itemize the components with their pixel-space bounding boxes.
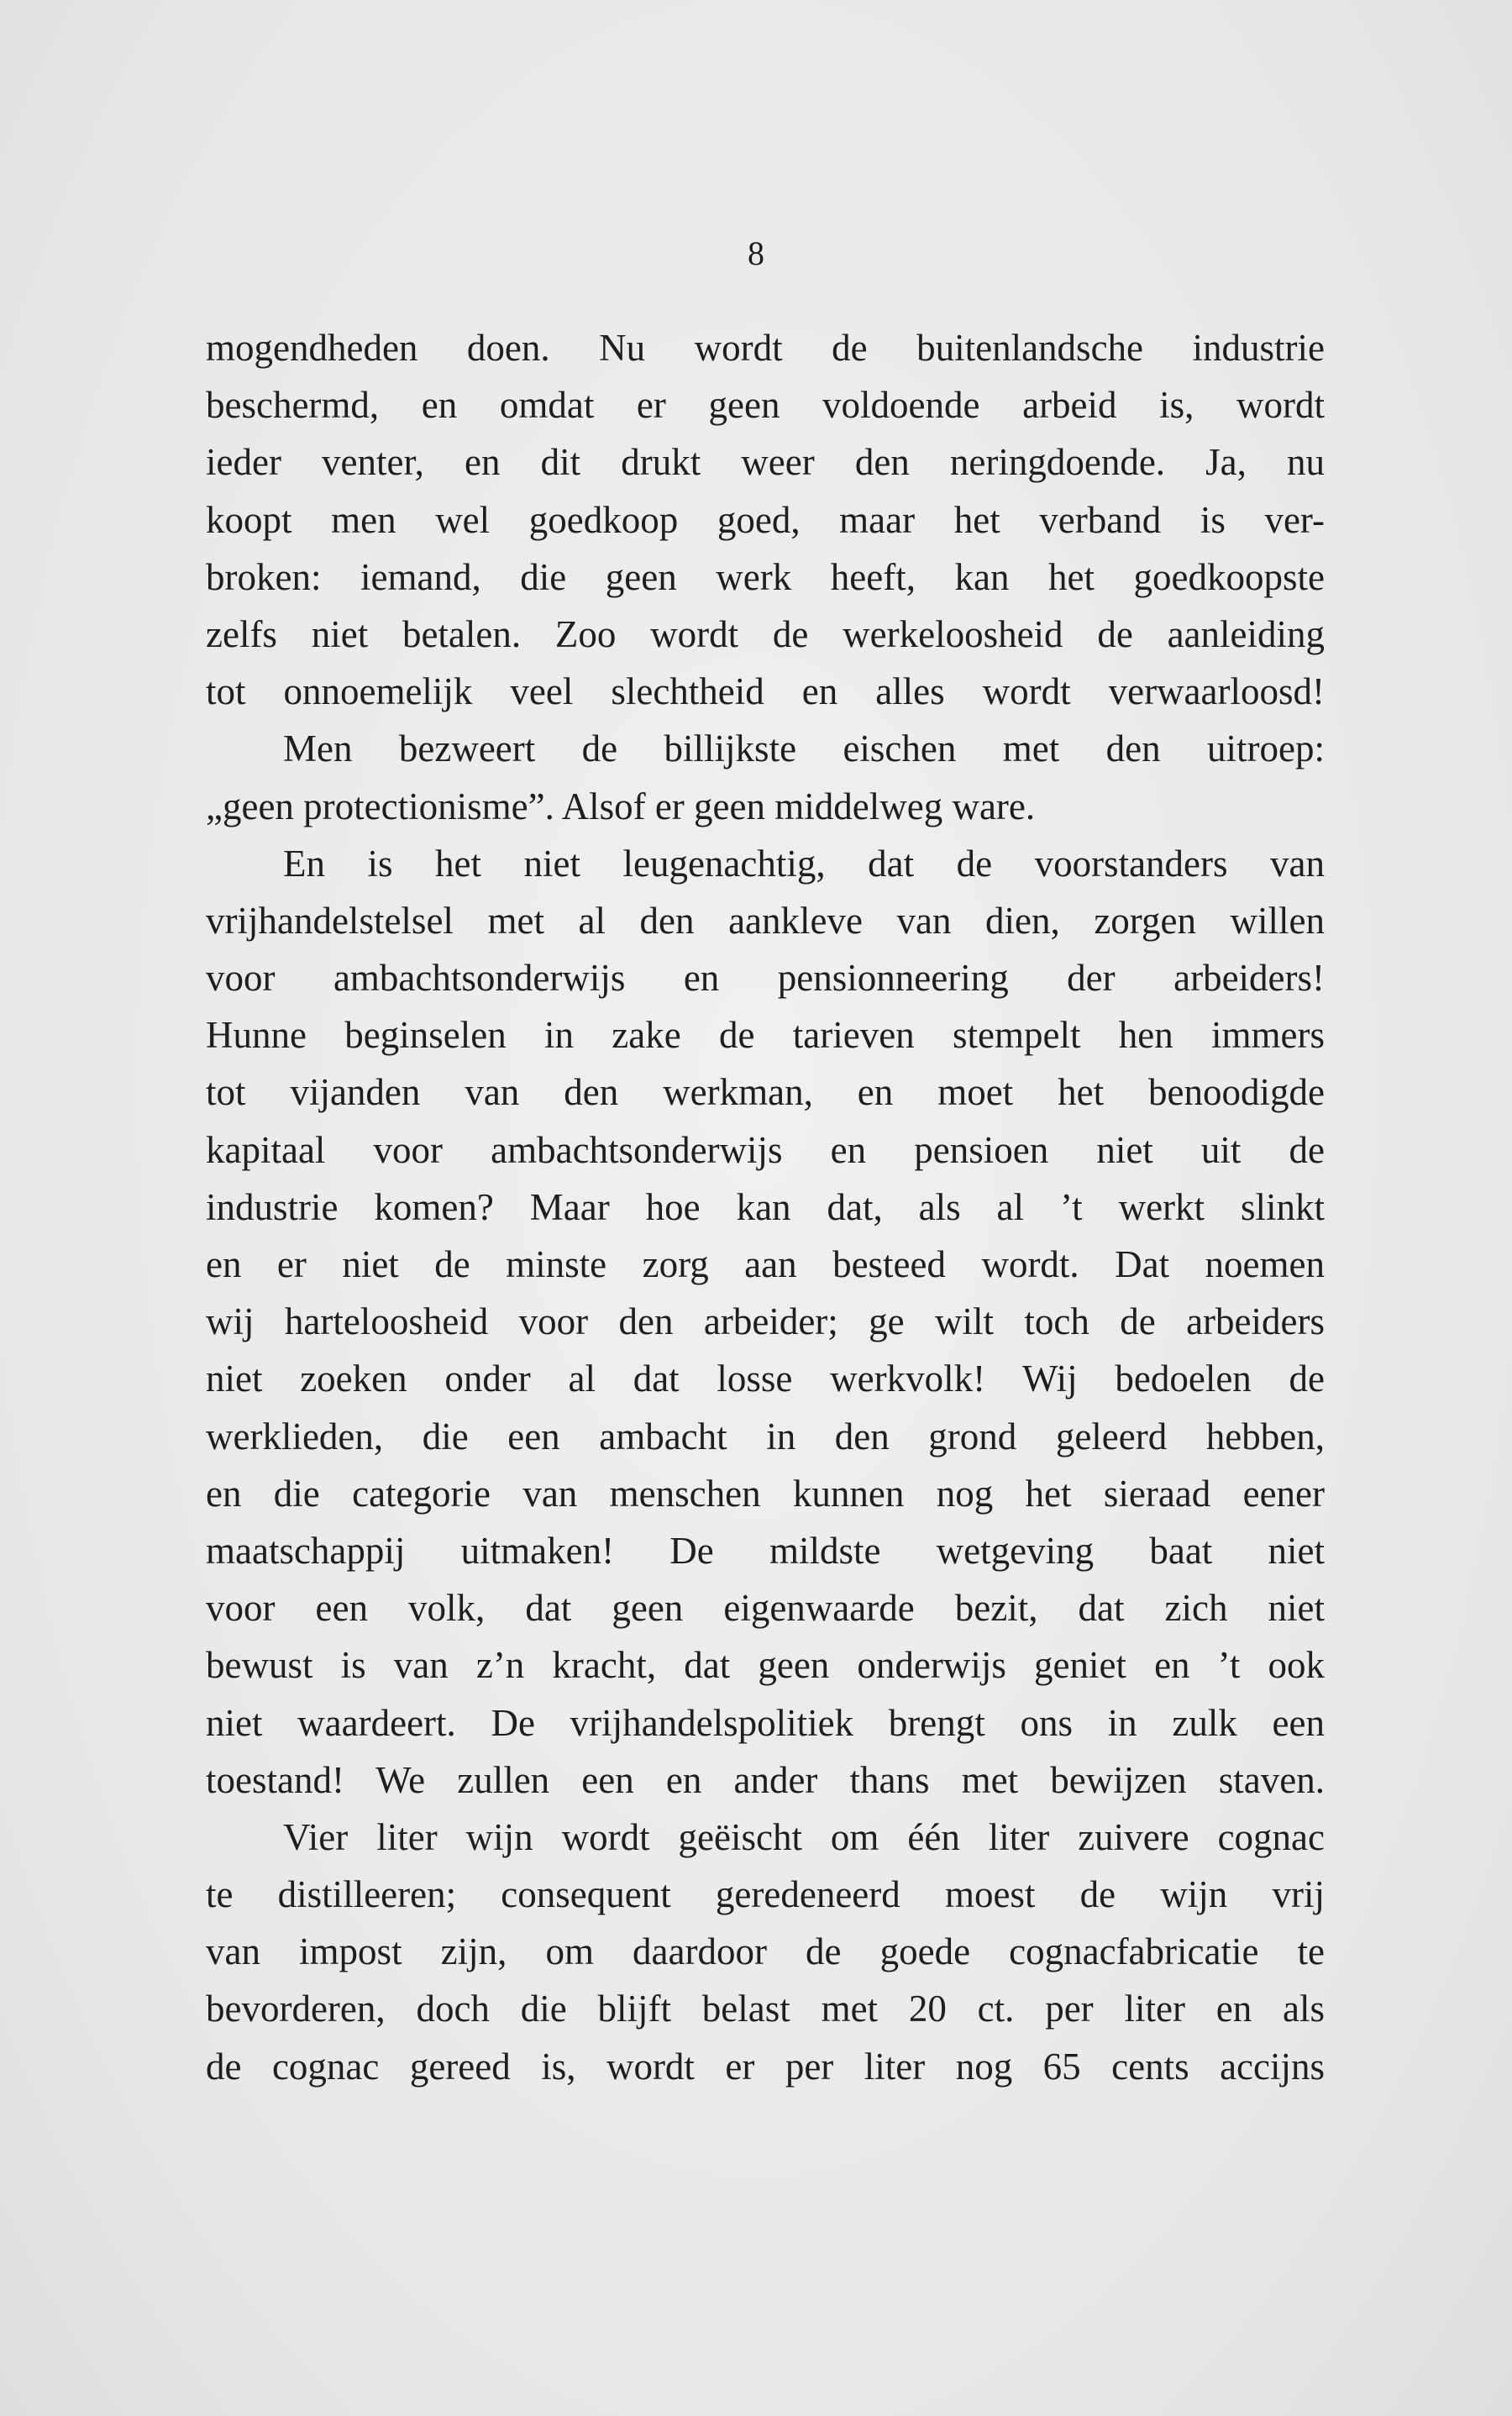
- text-line: vrijhandelstelsel met al den aankleve van dien, zorgen willen: [206, 899, 1325, 942]
- paragraph: [206, 720, 1325, 834]
- text-line: zelfs niet betalen. Zoo wordt de werkeloosheid de aanleiding: [206, 612, 1325, 655]
- text-line: Hunne beginselen in zake de tarieven stempelt hen immers: [206, 1014, 1325, 1057]
- text-line: niet zoeken onder al dat losse werkvolk! Wij bedoelen de: [206, 1358, 1325, 1400]
- text-line: voor ambachtsonderwijs en pensionneering der arbeiders!: [206, 957, 1325, 1000]
- text-line: en die categorie van menschen kunnen nog het sieraad eener: [206, 1472, 1325, 1515]
- text-line: „geen protectionisme”. Alsof er geen middelweg ware.: [206, 785, 1036, 827]
- text-line: niet waardeert. De vrijhandelspolitiek brengt ons in zulk een: [206, 1701, 1325, 1744]
- body-text: [206, 319, 1325, 2095]
- text-line: werklieden, die een ambacht in den grond geleerd hebben,: [206, 1415, 1325, 1457]
- text-line: ieder venter, en dit drukt weer den neringdoende. Ja, nu: [206, 441, 1325, 484]
- text-line: beschermd, en omdat er geen voldoende arbeid is, wordt: [206, 384, 1325, 427]
- text-line: En is het niet leugenachtig, dat de voorstanders van: [283, 842, 1325, 885]
- text-line: Vier liter wijn wordt geëischt om één liter zuivere cognac: [283, 1815, 1325, 1858]
- paragraph: [206, 1809, 1325, 2095]
- text-line: koopt men wel goedkoop goed, maar het verband is ver-: [206, 498, 1325, 541]
- text-line: bevorderen, doch die blijft belast met 20 ct. per liter en als: [206, 1988, 1325, 2030]
- text-line: mogendheden doen. Nu wordt de buitenlandsche industrie: [206, 327, 1325, 369]
- page-number: 8: [748, 234, 764, 272]
- text-line: bewust is van z’n kracht, dat geen onderwijs geniet en ’t ook: [206, 1644, 1325, 1687]
- text-line: te distilleeren; consequent geredeneerd moest de wijn vrij: [206, 1873, 1325, 1916]
- paragraph: [206, 319, 1325, 720]
- text-line: broken: iemand, die geen werk heeft, kan het goedkoopste: [206, 555, 1325, 598]
- text-line: industrie komen? Maar hoe kan dat, als al ’t werkt slinkt: [206, 1185, 1325, 1228]
- paragraph: [206, 835, 1325, 1809]
- text-line: kapitaal voor ambachtsonderwijs en pensioen niet uit de: [206, 1128, 1325, 1171]
- text-line: tot vijanden van den werkman, en moet het benoodigde: [206, 1071, 1325, 1114]
- text-line: toestand! We zullen een en ander thans met bewijzen staven.: [206, 1758, 1325, 1801]
- text-line: wij harteloosheid voor den arbeider; ge wilt toch de arbeiders: [206, 1300, 1325, 1343]
- text-line: de cognac gereed is, wordt er per liter nog 65 cents accijns: [206, 2045, 1325, 2088]
- text-line: van impost zijn, om daardoor de goede cognacfabricatie te: [206, 1930, 1325, 1973]
- text-line: voor een volk, dat geen eigenwaarde bezit, dat zich niet: [206, 1587, 1325, 1630]
- text-line: tot onnoemelijk veel slechtheid en alles wordt verwaarloosd!: [206, 670, 1325, 713]
- text-line: en er niet de minste zorg aan besteed wordt. Dat noemen: [206, 1243, 1325, 1285]
- text-line: maatschappij uitmaken! De mildste wetgeving baat niet: [206, 1529, 1325, 1572]
- text-line: Men bezweert de billijkste eischen met den uitroep:: [283, 727, 1325, 770]
